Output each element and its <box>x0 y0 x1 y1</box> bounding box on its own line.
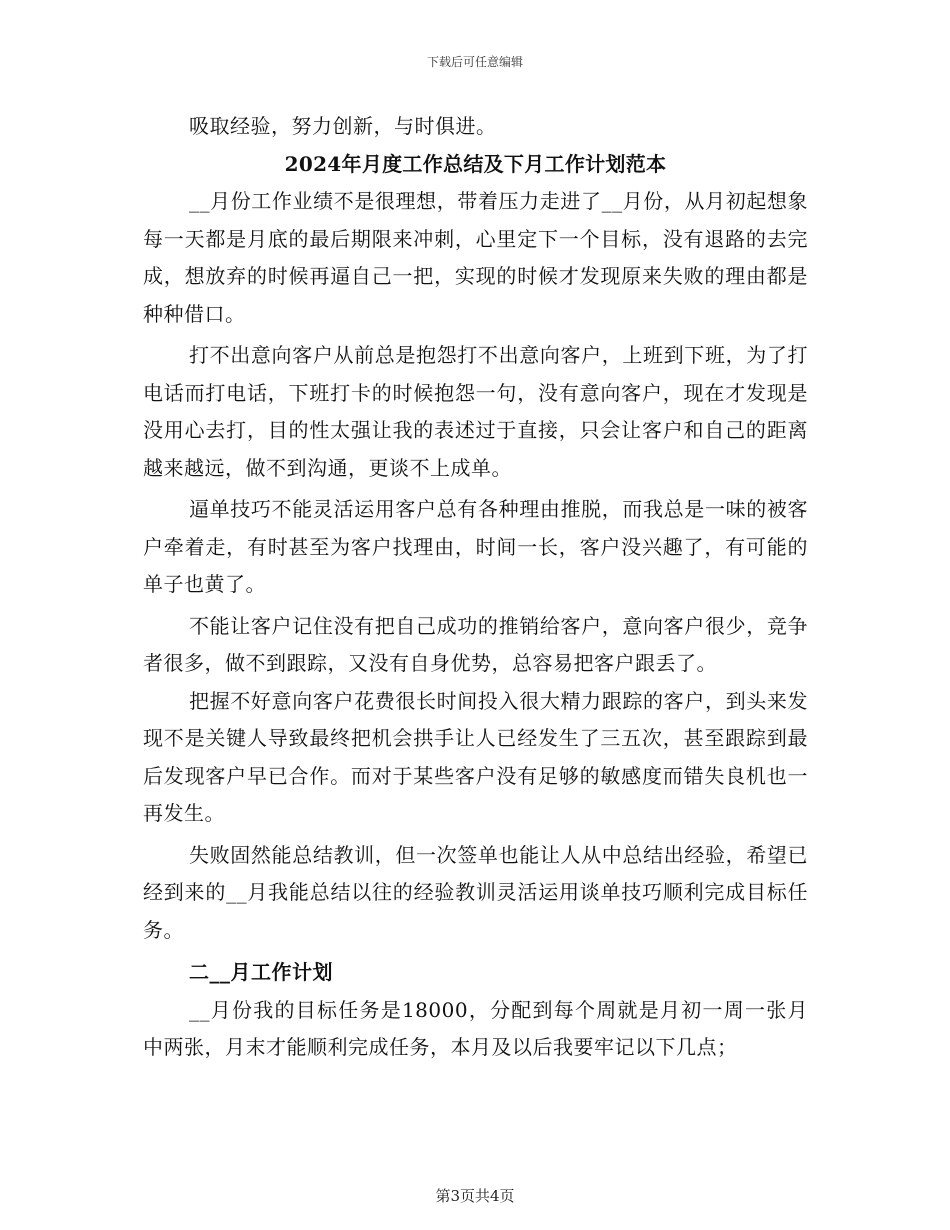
paragraph-5: 把握不好意向客户花费很长时间投入很大精力跟踪的客户，到头来发现不是关键人导致最终把机会拱手让人已经发生了三五次，甚至跟踪到最后发现客户早已合作。而对于某些客户没有足够的敏感度而错失良机也一再发生。 <box>143 688 808 825</box>
page-header-note: 下载后可任意编辑 <box>426 55 523 69</box>
page-number: 第3页共4页 <box>435 1187 515 1205</box>
section-heading: 二__月工作计划 <box>189 960 333 984</box>
paragraph-6: 失败固然能总结教训，但一次签单也能让人从中总结出经验，希望已经到来的__月我能总结以往的经验教训灵活运用谈单技巧顺利完成目标任务。 <box>143 842 808 942</box>
section-paragraph: __月份我的目标任务是18000，分配到每个周就是月初一周一张月中两张，月末才能顺利完成任务，本月及以后我要牢记以下几点； <box>143 997 808 1059</box>
paragraph-1: __月份工作业绩不是很理想，带着压力走进了__月份，从月初起想象每一天都是月底的最后期限来冲刺，心里定下一个目标，没有退路的去完成，想放弃的时候再逼自己一把，实现的时候才发现原来失败的理由都是种种借口。 <box>143 189 808 326</box>
document-title: 2024年月度工作总结及下月工作计划范本 <box>284 151 667 176</box>
paragraph-4: 不能让客户记住没有把自己成功的推销给客户，意向客户很少，竞争者很多，做不到跟踪，又没有自身优势，总容易把客户跟丢了。 <box>143 613 808 675</box>
paragraph-3: 逼单技巧不能灵活运用客户总有各种理由推脱，而我总是一味的被客户牵着走，有时甚至为客户找理由，时间一长，客户没兴趣了，有可能的单子也黄了。 <box>143 497 808 596</box>
lead-line: 吸取经验，努力创新，与时俱进。 <box>189 114 497 138</box>
document-body <box>143 108 808 1067</box>
paragraph-2: 打不出意向客户从前总是抱怨打不出意向客户，上班到下班，为了打电话而打电话，下班打卡的时候抱怨一句，没有意向客户，现在才发现是没用心去打，目的性太强让我的表述过于直接，只会让客户和自己的距离越来越远，做不到沟通，更谈不上成单。 <box>143 343 808 480</box>
